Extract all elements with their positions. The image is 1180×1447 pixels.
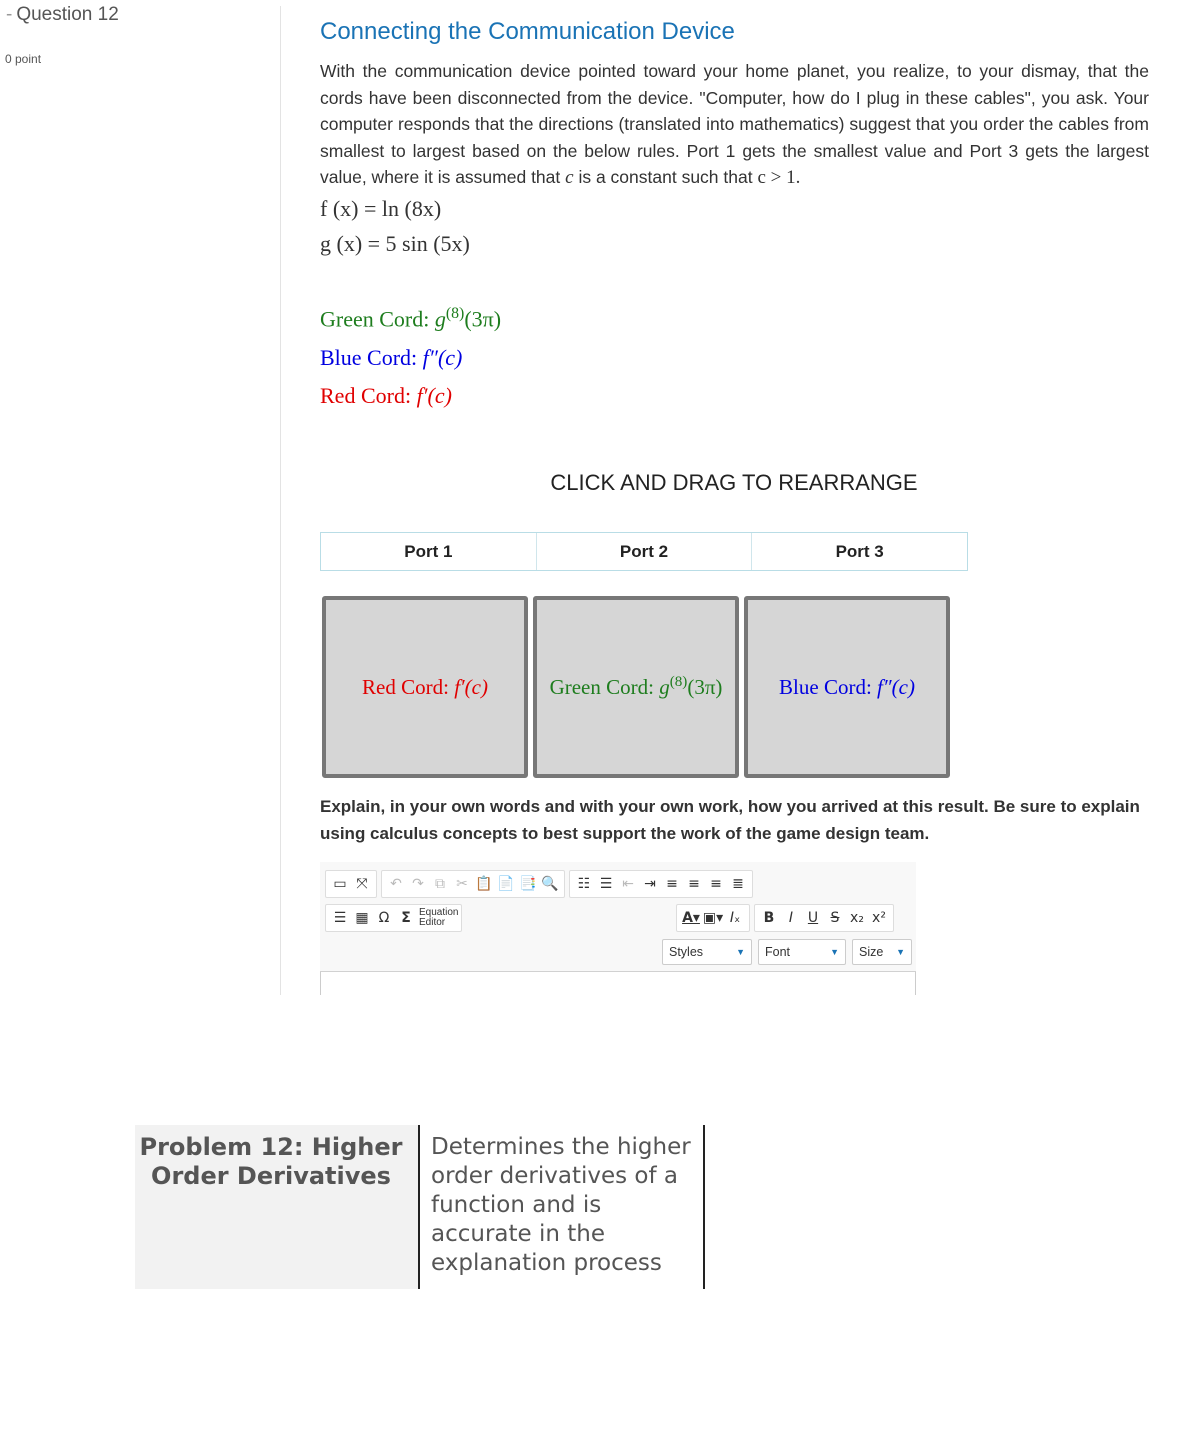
equation-editor-icon[interactable]: Σ xyxy=(401,910,411,926)
styles-dropdown[interactable] xyxy=(662,939,752,965)
rubric-title: Problem 12: Higher Order Derivatives xyxy=(139,1133,403,1190)
rubric-divider-right xyxy=(703,1125,705,1289)
special-char-icon[interactable]: Ω xyxy=(378,910,390,926)
port-2-header: Port 2 xyxy=(536,533,752,570)
size-label: Size xyxy=(859,945,884,959)
intro-text: With the communication device pointed toward your home planet, you realize, to your dismay, that the cords have been disconnected from the device. "Computer, how do I plug in these cables", you ask. Your computer responds that the directions (translated into mathematics) suggest that you order the cables from smallest to largest based on the below rules. Port 1 gets the smallest value and Port 3 gets the largest value, where it is assumed that xyxy=(320,61,1149,187)
outdent-icon[interactable]: ⇤ xyxy=(622,876,634,892)
draggable-green-cord[interactable] xyxy=(533,596,739,778)
formula-g: g (x) = 5 sin (5x) xyxy=(320,231,470,256)
paste-word-icon[interactable]: 📑 xyxy=(519,876,537,892)
source-icon[interactable]: ▭ xyxy=(333,876,347,892)
slot-green-fn: g xyxy=(659,675,670,699)
superscript-icon[interactable]: x² xyxy=(872,910,886,926)
align-center-icon[interactable]: ≡ xyxy=(688,876,700,892)
size-dropdown[interactable] xyxy=(852,939,912,965)
styles-label: Styles xyxy=(669,945,704,959)
slot-red-label: Red Cord: xyxy=(362,674,449,699)
collapse-dash-icon[interactable]: - xyxy=(6,4,13,25)
slot-green-cord-text xyxy=(550,674,723,700)
green-cord-order: (8) xyxy=(445,305,465,322)
red-cord-definition xyxy=(320,383,452,409)
explain-prompt: Explain, in your own words and with your own work, how you arrived at this result. Be sure to explain using calculus concepts to best support the work of the game design team. xyxy=(320,797,1140,843)
intro-var: c xyxy=(565,167,574,188)
numbered-list-icon[interactable]: ☷ xyxy=(577,876,591,892)
bg-color-icon[interactable]: ▣▾ xyxy=(702,910,724,926)
chevron-down-icon: ▼ xyxy=(830,947,839,957)
bulleted-list-icon[interactable]: ☰ xyxy=(599,876,613,892)
slot-red-cord-text xyxy=(362,675,488,700)
intro-paragraph xyxy=(320,58,1149,192)
slot-green-label: Green Cord: xyxy=(549,675,654,699)
slot-blue-cord-text xyxy=(779,675,915,700)
rubric-divider-left xyxy=(418,1125,420,1289)
equation-editor-label[interactable] xyxy=(419,908,458,928)
chevron-down-icon: ▼ xyxy=(736,947,745,957)
red-cord-label: Red Cord: xyxy=(320,383,412,408)
maximize-icon[interactable]: ⤧ xyxy=(356,876,368,892)
equation-label-1: Equation xyxy=(419,907,459,918)
chevron-down-icon: ▼ xyxy=(896,947,905,957)
question-points: 0 point xyxy=(5,52,42,66)
slot-green-order: (8) xyxy=(669,674,688,690)
editor-toolbar xyxy=(320,862,916,972)
port-1-header: Port 1 xyxy=(404,541,453,561)
font-dropdown[interactable] xyxy=(758,939,846,965)
slot-red-expr: f′(c) xyxy=(454,674,488,699)
paste-icon[interactable]: 📋 xyxy=(475,876,493,892)
draggable-blue-cord[interactable] xyxy=(744,596,950,778)
formula-f: f (x) = ln (8x) xyxy=(320,196,442,221)
page-title: Connecting the Communication Device xyxy=(320,18,735,45)
underline-icon[interactable]: U xyxy=(807,910,819,926)
green-cord-label: Green Cord: xyxy=(320,306,430,332)
justify-icon[interactable]: ≣ xyxy=(732,876,744,892)
text-color-icon[interactable]: A▾ xyxy=(682,910,700,926)
slot-green-arg: (3π) xyxy=(687,675,723,699)
slot-blue-expr: f″(c) xyxy=(877,674,915,699)
blue-cord-definition xyxy=(320,345,462,371)
blue-cord-expr: f″(c) xyxy=(422,345,463,370)
copy-icon[interactable]: ⧉ xyxy=(435,876,445,892)
question-label: Question 12 xyxy=(16,4,119,25)
rubric-description: Determines the higher order derivatives of a function and is accurate in the explanation process xyxy=(431,1134,691,1276)
intro-mid: is a constant such that xyxy=(578,167,753,187)
indent-icon[interactable]: ⇥ xyxy=(644,876,656,892)
undo-icon[interactable]: ↶ xyxy=(390,876,402,892)
redo-icon[interactable]: ↷ xyxy=(412,876,424,892)
align-right-icon[interactable]: ≡ xyxy=(710,876,722,892)
blue-cord-label: Blue Cord: xyxy=(320,345,418,370)
table-icon[interactable]: ▦ xyxy=(355,910,369,926)
italic-icon[interactable]: I xyxy=(788,910,794,926)
slot-blue-label: Blue Cord: xyxy=(779,674,872,699)
find-icon[interactable]: 🔍 xyxy=(541,876,559,892)
green-cord-fn: g xyxy=(434,306,446,332)
equation-label-2: Editor xyxy=(419,917,446,928)
green-cord-definition xyxy=(320,305,501,332)
subscript-icon[interactable]: x₂ xyxy=(850,910,864,926)
strikethrough-icon[interactable]: S xyxy=(830,910,840,926)
green-cord-arg: (3π) xyxy=(464,306,502,332)
port-header-row xyxy=(320,532,968,571)
font-label: Font xyxy=(765,945,791,959)
column-divider xyxy=(280,6,281,995)
port-3-header: Port 3 xyxy=(751,533,967,570)
align-left-icon[interactable]: ≡ xyxy=(666,876,678,892)
drag-instruction: CLICK AND DRAG TO REARRANGE xyxy=(550,470,918,495)
remove-format-icon[interactable]: I ₓ xyxy=(729,910,741,926)
rubric-table xyxy=(135,1125,705,1289)
draggable-red-cord[interactable] xyxy=(322,596,528,778)
question-header[interactable] xyxy=(6,4,119,26)
intro-condition: c > 1. xyxy=(757,167,801,188)
bold-icon[interactable]: B xyxy=(763,910,775,926)
paste-text-icon[interactable]: 📄 xyxy=(497,876,515,892)
horizontal-rule-icon[interactable]: ☰ xyxy=(333,910,347,926)
red-cord-expr: f′(c) xyxy=(416,383,452,408)
cut-icon[interactable]: ✂ xyxy=(456,876,468,892)
